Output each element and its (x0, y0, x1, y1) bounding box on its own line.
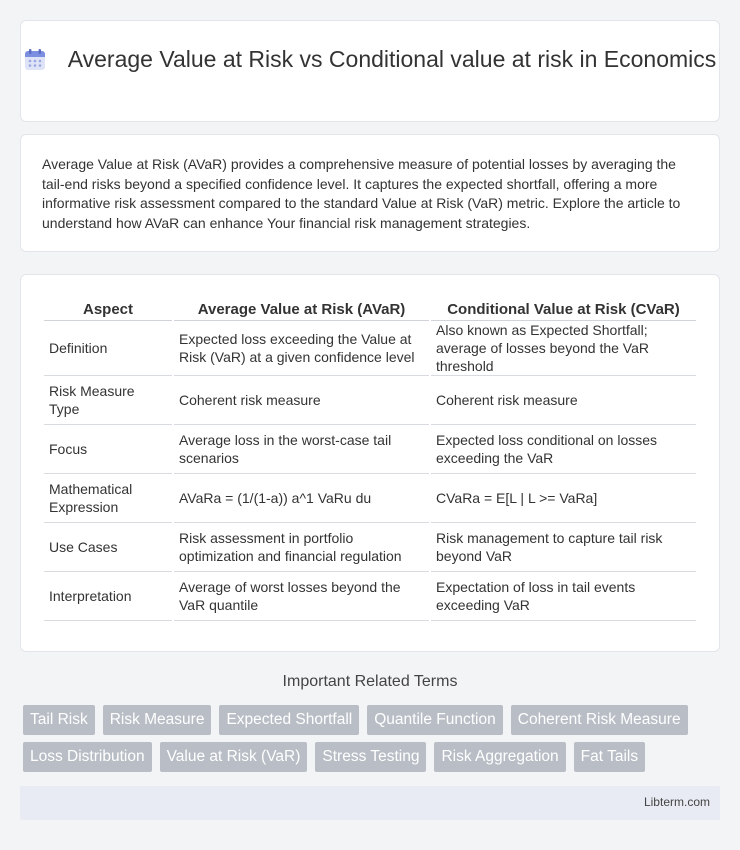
tag-expected-shortfall[interactable]: Expected Shortfall (219, 705, 359, 735)
tag-coherent-risk-measure[interactable]: Coherent Risk Measure (511, 705, 688, 735)
row-cvar: CVaRa = E[L | L >= VaRa] (431, 474, 696, 523)
row-aspect: Use Cases (44, 523, 172, 572)
row-cvar: Coherent risk measure (431, 376, 696, 425)
row-avar: Expected loss exceeding the Value at Risk (VaR) at a given confidence level (174, 321, 429, 376)
tag-fat-tails[interactable]: Fat Tails (574, 742, 645, 772)
footer (20, 786, 720, 820)
page-title (21, 45, 719, 74)
page-title-text: Average Value at Risk vs Conditional value at risk in Economics (67, 46, 717, 72)
tag-row (23, 705, 723, 735)
tag-quantile-function[interactable]: Quantile Function (367, 705, 503, 735)
table-row (44, 572, 696, 621)
row-cvar: Expectation of loss in tail events exceeding VaR (431, 572, 696, 621)
related-terms-tags (23, 705, 723, 779)
row-cvar: Also known as Expected Shortfall; average of losses beyond the VaR threshold (431, 321, 696, 376)
tag-risk-measure[interactable]: Risk Measure (103, 705, 212, 735)
row-avar: Risk assessment in portfolio optimization and financial regulation (174, 523, 429, 572)
tag-value-at-risk[interactable]: Value at Risk (VaR) (160, 742, 308, 772)
header-avar: Average Value at Risk (AVaR) (174, 297, 429, 321)
calendar-icon (24, 49, 46, 71)
comparison-table (42, 297, 698, 621)
row-aspect: Mathematical Expression (44, 474, 172, 523)
table-row (44, 474, 696, 523)
row-aspect: Focus (44, 425, 172, 474)
tag-loss-distribution[interactable]: Loss Distribution (23, 742, 152, 772)
row-cvar: Risk management to capture tail risk beyond VaR (431, 523, 696, 572)
table-row (44, 523, 696, 572)
header-aspect: Aspect (44, 297, 172, 321)
table-header-row (44, 297, 696, 321)
table-row (44, 321, 696, 376)
tag-stress-testing[interactable]: Stress Testing (315, 742, 426, 772)
related-terms-title: Important Related Terms (282, 673, 458, 690)
table-row (44, 425, 696, 474)
header-card (20, 20, 720, 122)
row-aspect: Risk Measure Type (44, 376, 172, 425)
row-avar: Average loss in the worst-case tail scenarios (174, 425, 429, 474)
footer-site-link[interactable]: Libterm.com (643, 795, 710, 809)
tag-risk-aggregation[interactable]: Risk Aggregation (434, 742, 565, 772)
row-aspect: Definition (44, 321, 172, 376)
header-cvar: Conditional Value at Risk (CVaR) (431, 297, 696, 321)
intro-paragraph: Average Value at Risk (AVaR) provides a comprehensive measure of potential losses by averaging the tail-end risks beyond a specified confidence level. It captures the expected shortfall, offering a more informative risk assessment compared to the standard Value at Risk (VaR) metric. Explore the article to understand how AVaR can enhance Your financial risk management strategies. (42, 156, 681, 231)
tag-row (23, 742, 723, 772)
title-wrap (21, 45, 719, 74)
tag-tail-risk[interactable]: Tail Risk (23, 705, 95, 735)
row-avar: AVaRa = (1/(1-a)) a^1 VaRu du (174, 474, 429, 523)
table-row (44, 376, 696, 425)
row-aspect: Interpretation (44, 572, 172, 621)
row-avar: Coherent risk measure (174, 376, 429, 425)
row-cvar: Expected loss conditional on losses exceeding the VaR (431, 425, 696, 474)
comparison-card (20, 274, 720, 652)
intro-card (20, 134, 720, 252)
row-avar: Average of worst losses beyond the VaR quantile (174, 572, 429, 621)
